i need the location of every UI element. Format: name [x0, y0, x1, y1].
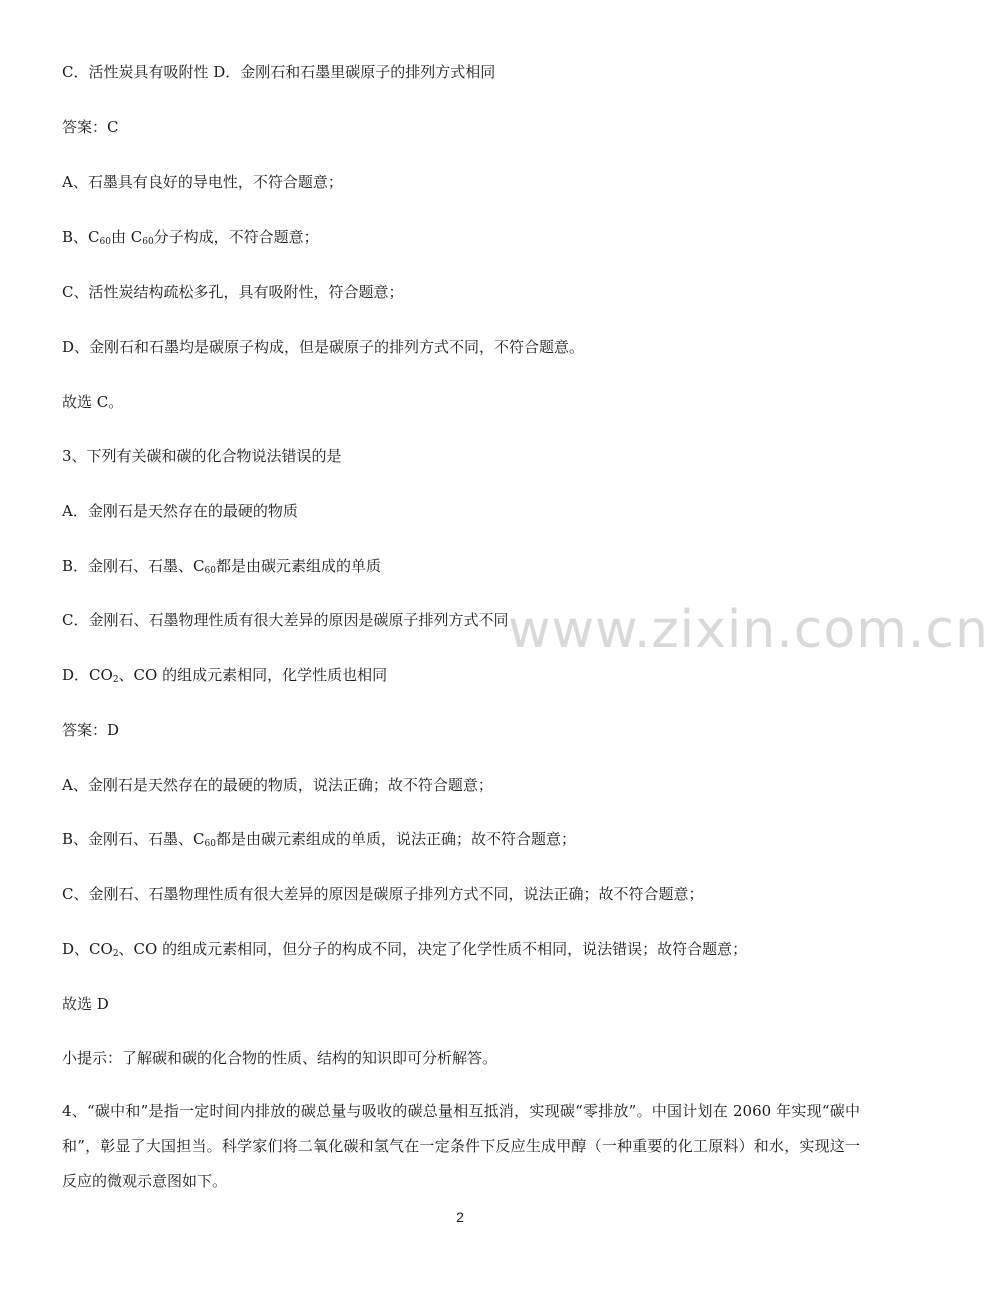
question-3: 3、下列有关碳和碳的化合物说法错误的是 [62, 447, 342, 465]
q3-option-d [62, 665, 387, 690]
q3-explanation-b-tail: 都是由碳元素组成的单质，说法正确；故不符合题意； [215, 830, 576, 848]
explanation-c: C、活性炭结构疏松多孔，具有吸附性，符合题意； [62, 283, 404, 301]
q3-option-d-prefix: D．CO [62, 666, 113, 684]
choice-line: 故选 C。 [62, 393, 124, 411]
subscript: 60 [204, 839, 216, 849]
option-c-d-line: C．活性炭具有吸附性 D．金刚石和石墨里碳原子的排列方式相同 [62, 63, 496, 81]
q3-option-a: A．金刚石是天然存在的最硬的物质 [62, 502, 298, 520]
subscript: 2 [112, 675, 119, 685]
answer-line: 答案：D [62, 721, 120, 739]
explanation-b-mid: 由 C [110, 228, 143, 246]
page-number: 2 [456, 1209, 464, 1225]
q3-option-c: C．金刚石、石墨物理性质有很大差异的原因是碳原子排列方式不同 [62, 611, 509, 629]
q3-explanation-d-prefix: D、CO [62, 940, 113, 958]
tip-line: 小提示：了解碳和碳的化合物的性质、结构的知识即可分析解答。 [62, 1049, 498, 1067]
q3-option-b-tail: 都是由碳元素组成的单质 [215, 557, 381, 575]
choice-line: 故选 D [62, 995, 109, 1013]
subscript: 60 [142, 237, 154, 247]
q3-option-b [62, 556, 381, 581]
explanation-a: A、石墨具有良好的导电性，不符合题意； [62, 173, 343, 191]
explanation-b-prefix: B、C [62, 228, 100, 246]
explanation-b-tail: 分子构成，不符合题意； [153, 228, 319, 246]
q3-explanation-d [62, 939, 747, 964]
answer-line: 答案：C [62, 118, 119, 136]
question-4: 4、“碳中和”是指一定时间内排放的碳总量与吸收的碳总量相互抵消，实现碳“零排放”。中国计划在 2060 年实现“碳中和”，彰显了大国担当。科学家们将二氧化碳和氢气在一定条件下反应生成甲醇（一种重要的化工原料）和水，实现这一反应的微观示意图如下。 [62, 1102, 860, 1190]
q3-explanation-b-prefix: B、金刚石、石墨、C [62, 830, 205, 848]
q3-explanation-a: A、金刚石是天然存在的最硬的物质，说法正确；故不符合题意； [62, 776, 493, 794]
subscript: 60 [99, 237, 111, 247]
explanation-d: D、金刚石和石墨均是碳原子构成，但是碳原子的排列方式不同，不符合题意。 [62, 338, 585, 356]
subscript: 60 [204, 566, 216, 576]
q3-explanation-c: C、金刚石、石墨物理性质有很大差异的原因是碳原子排列方式不同，说法正确；故不符合题意； [62, 885, 704, 903]
watermark: www.zixin.com.cn [508, 600, 989, 660]
explanation-b [62, 227, 319, 252]
subscript: 2 [112, 949, 119, 959]
q3-explanation-d-tail: 、CO 的组成元素相同，但分子的构成不同，决定了化学性质不相同，说法错误；故符合题意； [118, 940, 748, 958]
q3-option-d-tail: 、CO 的组成元素相同，化学性质也相同 [118, 666, 388, 684]
q3-explanation-b [62, 829, 576, 854]
q3-option-b-prefix: B．金刚石、石墨、C [62, 557, 205, 575]
